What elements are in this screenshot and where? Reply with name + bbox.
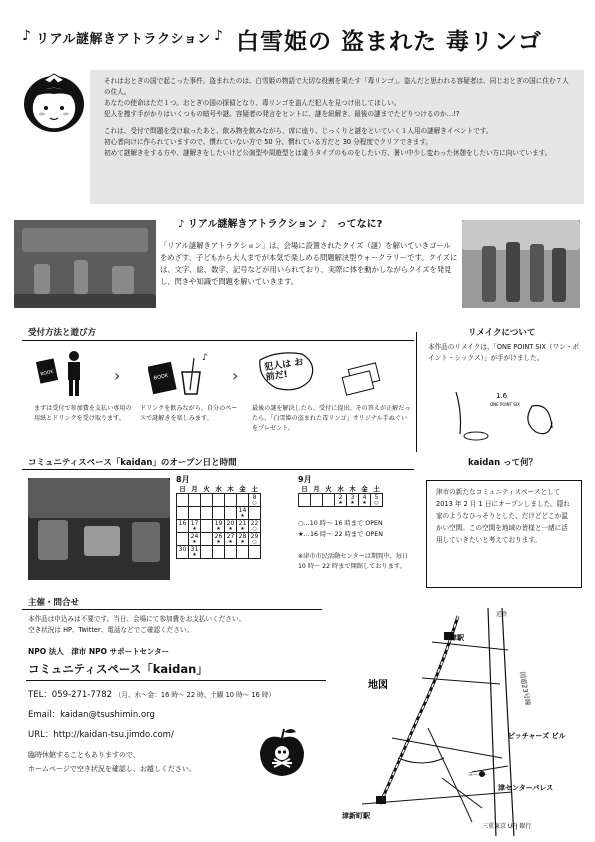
calendar-day-cell <box>299 494 311 507</box>
open-day-marker: ○ <box>252 500 257 506</box>
calendar-day-cell <box>237 507 249 520</box>
calendar-day-cell <box>249 533 261 546</box>
weekday-header: 水 <box>215 485 222 493</box>
snow-white-mascot-illustration <box>14 70 94 136</box>
event-photo-left <box>14 220 156 308</box>
one-point-six-logo <box>452 382 570 444</box>
contact-line: 空き状況は HP、Twitter、電話などでご確認ください。 <box>28 626 194 634</box>
weekday-header: 月 <box>313 485 320 493</box>
event-photo-right <box>462 220 580 308</box>
book-and-drink-icon <box>148 350 212 398</box>
calendar-day-cell <box>225 546 237 559</box>
calendar-week-row <box>299 494 383 507</box>
whatis-heading-brand: リアル謎解きアトラクション <box>187 219 318 230</box>
sep-label: 9月 <box>298 475 312 484</box>
calendar-week-row <box>177 533 261 546</box>
weekday-header: 木 <box>349 485 356 493</box>
open-evening-marker: ★ <box>350 500 355 506</box>
weekday-header: 水 <box>337 485 344 493</box>
map-shop: スーパー <box>468 772 488 778</box>
whatis-heading-suffix: ってなに? <box>336 219 383 230</box>
calendar-day-cell <box>177 507 189 520</box>
calendar-day-number: 17 <box>190 520 199 527</box>
calendar-day-cell <box>225 533 237 546</box>
open-evening-marker: ★ <box>228 539 233 545</box>
calendar-day-number: 3 <box>350 494 355 501</box>
contact-notice <box>28 614 245 636</box>
book-label: BOOK <box>40 369 54 378</box>
weekday-header: 金 <box>361 485 368 493</box>
music-note-icon: ♪ <box>202 353 208 363</box>
center-hours-note: ※津市市民活動センターは期間中、毎日 10 時〜 22 時まで開館しております。 <box>298 553 409 570</box>
calendar-day-cell <box>213 494 225 507</box>
weekday-header: 木 <box>227 485 234 493</box>
culprit-text: 犯人は お前だ! <box>263 357 304 383</box>
logo-text: ONE POINT SIX <box>490 402 520 407</box>
intro-story-box <box>90 70 584 204</box>
kaidan-heading: kaidan って何？ <box>468 458 538 468</box>
calendar-day-cell <box>213 520 225 533</box>
music-note-icon: ♪ <box>214 28 223 44</box>
legend-evening: ★…16 時〜 22 時まで OPEN <box>298 531 383 538</box>
calendar-day-number: 8 <box>252 494 257 501</box>
kaidan-description-box: 津市の新たなコミュニティスペースとして 2013 年 2 月 1 日にオープンしました。隠れ家のようなひっそりとした、だけどどこか温かい空間。この空間を地域の皆様と一緒に活用していきたいと考えております。 <box>426 480 582 588</box>
open-evening-marker: ★ <box>192 539 197 545</box>
step1-caption: まずは受付で参加費を支払い専用の用紙とドリンクを受け取ります。 <box>34 405 132 422</box>
weekday-header: 土 <box>373 485 380 493</box>
calendar-day-number: 4 <box>362 494 367 501</box>
series-title: リアル謎解きアトラクション <box>36 32 211 47</box>
weekday-header: 火 <box>325 485 332 493</box>
calendar-day-cell <box>371 494 383 507</box>
book-label: BOOK <box>153 372 169 382</box>
calendar-week-row <box>177 494 261 507</box>
open-evening-marker: ★ <box>240 513 245 519</box>
intro-paragraph: 犯人を捜す手がかりはいくつもの暗号や謎。容疑者の発言をヒントに、謎を紐解き、最後の謎までたどりつけるのか…!? <box>104 110 460 118</box>
calendar-day-cell <box>201 546 213 559</box>
weekday-header: 日 <box>301 485 308 493</box>
calendar-day-cell <box>213 507 225 520</box>
calendar-day-cell <box>225 507 237 520</box>
venue-name: コミュニティスペース「kaidan」 <box>28 662 208 676</box>
kaidan-interior-photo <box>28 478 170 580</box>
calendar-day-number: 21 <box>238 520 247 527</box>
calendar-day-number: 5 <box>374 494 379 501</box>
remake-description: 本作品のリメイクは、「ONE POINT SIX（ワン・ポイント・シックス）」が手がけました。 <box>428 343 580 362</box>
calendar-day-number: 28 <box>238 533 247 540</box>
weekday-header: 日 <box>179 485 186 493</box>
page-header <box>14 18 581 68</box>
open-evening-marker: ★ <box>216 539 221 545</box>
august-calendar <box>176 484 261 559</box>
open-evening-marker: ★ <box>240 526 245 532</box>
calendar-day-number: 16 <box>178 520 187 527</box>
map-station-shin: 津新町駅 <box>342 812 370 820</box>
calendar-day-number: 30 <box>178 546 187 553</box>
calendar-day-cell <box>237 494 249 507</box>
weekday-header: 火 <box>203 485 210 493</box>
calendar-week-row <box>177 546 261 559</box>
tel-number[interactable]: TEL：059-271-7782 <box>28 690 113 700</box>
calendar-day-number: 14 <box>238 507 247 514</box>
step3-caption: 最後の謎を解決したら、受付に提出。その答えが正解だったら、「白雪姫の盗まれた毒リンゴ」オリジナル手ぬぐいをプレゼント。 <box>252 405 411 432</box>
calendar-day-cell <box>189 494 201 507</box>
open-evening-marker: ★ <box>240 539 245 545</box>
calendar-day-cell <box>249 494 261 507</box>
calendar-day-cell <box>249 546 261 559</box>
calendar-day-cell <box>249 520 261 533</box>
intro-paragraph: これは、受付で問題を受け取ったあと、飲み物を飲みながら、席に座り、じっくりと謎をといていく１人用の謎解きイベントです。 <box>104 127 493 135</box>
open-day-marker: ○ <box>374 500 379 506</box>
music-note-icon: ♪ <box>320 219 328 230</box>
calendar-day-cell <box>177 546 189 559</box>
open-evening-marker: ★ <box>362 500 367 506</box>
calendar-day-number: 22 <box>250 520 259 527</box>
calendar-day-cell <box>311 494 323 507</box>
open-evening-marker: ★ <box>338 500 343 506</box>
calendar-day-number: 20 <box>226 520 235 527</box>
open-day-marker: ○ <box>252 526 257 532</box>
calendar-day-cell <box>189 546 201 559</box>
calendar-day-cell <box>201 533 213 546</box>
aug-label: 8月 <box>176 475 190 484</box>
calendar-day-cell <box>177 494 189 507</box>
calendar-day-cell <box>225 494 237 507</box>
intro-paragraph: 初めて謎解きをする方や、謎解きをしたいけど公演型や周遊型とは違うタイプのものをしたい方、暑い中少し変わった休憩をしたい方に向いています。 <box>104 149 552 157</box>
contact-tel[interactable] <box>28 688 275 700</box>
closure-notice <box>28 748 196 776</box>
calendar-day-cell <box>201 494 213 507</box>
access-map <box>332 608 582 836</box>
organizer-name: NPO 法人 津市 NPO サポートセンター <box>28 647 170 656</box>
calendar-day-cell <box>237 533 249 546</box>
calendar-day-number: 26 <box>214 533 223 540</box>
calendar-day-cell <box>201 507 213 520</box>
intro-paragraph: 初心者向けに作られていますので、慣れていない方で 50 分、慣れている方だと 30 分程度でクリアできます。 <box>104 138 433 146</box>
september-calendar <box>298 484 383 507</box>
contact-line: 本作品は申込みは不要です。当日、会場にて参加費をお支払いください。 <box>28 615 246 623</box>
open-evening-marker: ★ <box>216 526 221 532</box>
calendar-day-cell <box>213 546 225 559</box>
calendar-day-number: 29 <box>250 533 259 540</box>
music-note-icon: ♪ <box>22 28 31 44</box>
weekday-header: 土 <box>251 485 258 493</box>
remake-heading: リメイクについて <box>468 328 536 338</box>
schedule-heading: コミュニティスペース「kaidan」のオープン日と時間 <box>28 458 237 468</box>
logo-number: 1.6 <box>496 392 508 400</box>
map-bank: 三重東京 UFJ 銀行 <box>482 823 532 830</box>
step2-caption: ドリンクを飲みながら、自分のペースで謎解きを楽しみます。 <box>140 405 238 422</box>
calendar-week-row <box>177 520 261 533</box>
contact-email-link[interactable]: Email：kaidan@tsushimin.org <box>28 710 155 720</box>
intro-paragraph: あなたの使命はただ１つ。おとぎの国の探偵となり、毒リンゴを盗んだ犯人を見つけ出してほしい。 <box>104 99 401 107</box>
closure-line: ホームページで空き状況を確認し、お越しください。 <box>28 765 196 773</box>
weekday-header: 月 <box>191 485 198 493</box>
calendar-day-cell <box>237 546 249 559</box>
map-kintetsu: 近鉄 <box>496 612 508 618</box>
calendar-day-cell <box>237 520 249 533</box>
intro-paragraph: それはおとぎの国で起こった事件。盗まれたのは、白雪姫の物語で大切な役割を果たす「毒リンゴ」。盗んだと思われる容疑者は、同じおとぎの国に住む７人の住人。 <box>104 77 569 96</box>
chevron-right-icon: › <box>114 366 121 385</box>
weekday-header: 金 <box>239 485 246 493</box>
calendar-day-cell <box>189 507 201 520</box>
map-station-tsu: 津駅 <box>450 634 464 642</box>
calendar-day-number: 2 <box>338 494 343 501</box>
whatis-description: 「リアル謎解きアトラクション」は、会場に設置されたクイズ（謎）を解いていきゴールをめざす、子どもから大人までが本気で楽しめる問題解決型ウォークラリーです。クイズには、文字、絵、数字、記号などが用いられており、実際に体を動かしながらクイズを発見し、閃きや知識で問題を解いていきます。 <box>160 241 458 286</box>
map-title: 地図 <box>368 680 388 691</box>
map-pitchers: ピッチャーズ ビル <box>508 732 566 740</box>
map-route23: 国道23号線 <box>518 670 532 707</box>
calendar-day-cell <box>201 520 213 533</box>
open-evening-marker: ★ <box>192 526 197 532</box>
calendar-day-number: 24 <box>190 533 199 540</box>
chevron-right-icon: › <box>232 366 239 385</box>
calendar-day-cell <box>177 533 189 546</box>
calendar-day-cell <box>213 533 225 546</box>
contact-heading: 主催・問合せ <box>28 598 80 608</box>
person-with-book-icon <box>36 350 92 398</box>
calendar-day-number: 19 <box>214 520 223 527</box>
calendar-day-cell <box>225 520 237 533</box>
poison-apple-icon <box>254 726 310 780</box>
main-title: 白雪姫の 盗まれた 毒リンゴ <box>236 29 543 55</box>
map-tsu-center: 津センターパレス <box>498 784 554 792</box>
open-day-marker: ○ <box>252 539 257 545</box>
opening-hours: （月、水〜金：16 時〜 22 時、土曜 10 時〜 16 時） <box>114 691 276 699</box>
calendar-day-cell <box>189 520 201 533</box>
calendar-day-number: 27 <box>226 533 235 540</box>
calendar-day-cell <box>335 494 347 507</box>
contact-url-link[interactable]: URL：http://kaidan-tsu.jimdo.com/ <box>28 730 174 740</box>
calendar-day-cell <box>249 507 261 520</box>
calendar-day-cell <box>359 494 371 507</box>
calendar-day-cell <box>323 494 335 507</box>
calendar-day-cell <box>347 494 359 507</box>
calendar-day-cell <box>189 533 201 546</box>
music-note-icon: ♪ <box>178 219 185 230</box>
howto-heading: 受付方法と遊び方 <box>28 328 97 338</box>
closure-line: 臨時休館することもありますので、 <box>28 751 140 759</box>
legend-day: ○…10 時〜 16 時まで OPEN <box>298 520 383 527</box>
calendar-day-number: 31 <box>190 546 199 553</box>
open-evening-marker: ★ <box>192 552 197 558</box>
whatis-heading <box>178 215 382 230</box>
calendar-week-row <box>177 507 261 520</box>
open-evening-marker: ★ <box>228 526 233 532</box>
calendar-day-cell <box>177 520 189 533</box>
